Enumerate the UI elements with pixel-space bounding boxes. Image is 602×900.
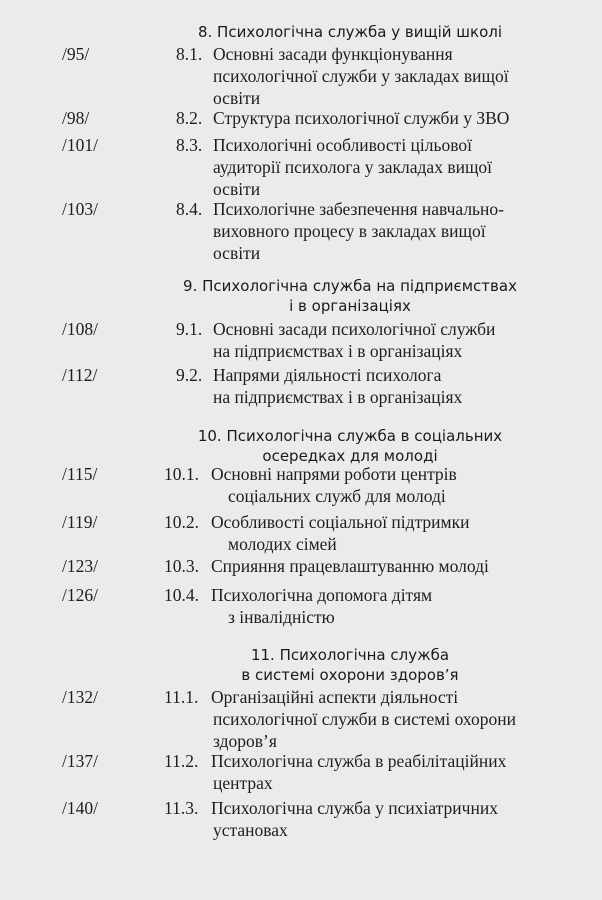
section-title: Психологічне забезпечення навчально- виховного процесу в закладах вищої освіти <box>213 199 504 263</box>
section-title: Основні напрями роботи центрів соціальних служб для молоді <box>211 464 457 506</box>
section-title: Основні засади функціонування психологічної служби у закладах вищої освіти <box>213 44 509 108</box>
page-reference: /112/ <box>62 365 98 385</box>
section-title: Структура психологічної служби у ЗВО <box>213 108 510 128</box>
section-number: 11.3. <box>164 798 199 818</box>
chapter-heading <box>150 276 550 316</box>
page-reference: /95/ <box>62 44 90 64</box>
section-number: 10.1. <box>164 464 199 484</box>
section-title: Психологічна служба у психіатричних установах <box>211 798 498 840</box>
page-reference: /119/ <box>62 512 98 532</box>
section-title: Організаційні аспекти діяльності психологічної служби в системі охорони здоров’я <box>211 687 516 751</box>
chapter-title-line: 11. Психологічна служба <box>250 646 450 664</box>
chapter-heading <box>150 645 550 685</box>
section-number: 11.1. <box>164 687 199 707</box>
section-number: 10.2. <box>164 512 199 532</box>
page-reference: /137/ <box>62 751 98 771</box>
section-title: Напрями діяльності психолога на підприємствах і в організаціях <box>213 365 463 407</box>
chapter-title-line: 9. Психологічна служба на підприємствах <box>183 277 517 295</box>
page-reference: /115/ <box>62 464 98 484</box>
chapter-title-line: і в організаціях <box>289 297 411 315</box>
page-reference: /123/ <box>62 556 98 576</box>
section-number: 10.4. <box>164 585 199 605</box>
chapter-title-line: 10. Психологічна служба в соціальних <box>197 427 503 445</box>
section-number: 8.3. <box>176 135 203 155</box>
page-reference: /101/ <box>62 135 98 155</box>
section-number: 11.2. <box>164 751 199 771</box>
page-reference: /103/ <box>62 199 98 219</box>
show-through-text <box>150 4 153 20</box>
section-number: 8.4. <box>176 199 203 219</box>
section-number: 9.2. <box>176 365 203 385</box>
section-number: 9.1. <box>176 319 203 339</box>
section-number: 8.1. <box>176 44 203 64</box>
section-title: Психологічна служба в реабілітаційних центрах <box>211 751 507 793</box>
chapter-title-line: осередках для молоді <box>262 447 438 465</box>
section-number: 10.3. <box>164 556 199 576</box>
section-title: Особливості соціальної підтримки молодих сімей <box>211 512 470 554</box>
section-title: Психологічні особливості цільової аудиторії психолога у закладах вищої освіти <box>213 135 493 199</box>
section-title: Сприяння працевлаштуванню молоді <box>211 556 489 576</box>
section-title: Психологічна допомога дітям з інвалідністю <box>211 585 433 627</box>
page-reference: /98/ <box>62 108 90 128</box>
chapter-title-line: 8. Психологічна служба у вищій школі <box>197 23 503 41</box>
section-title: Основні засади психологічної служби на підприємствах і в організаціях <box>213 319 496 361</box>
page-reference: /140/ <box>62 798 98 818</box>
chapter-heading <box>150 22 550 42</box>
chapter-title-line: в системі охорони здоров’я <box>241 666 459 684</box>
section-number: 8.2. <box>176 108 203 128</box>
page-reference: /126/ <box>62 585 98 605</box>
chapter-heading <box>150 426 550 466</box>
page-reference: /132/ <box>62 687 98 707</box>
page-reference: /108/ <box>62 319 98 339</box>
